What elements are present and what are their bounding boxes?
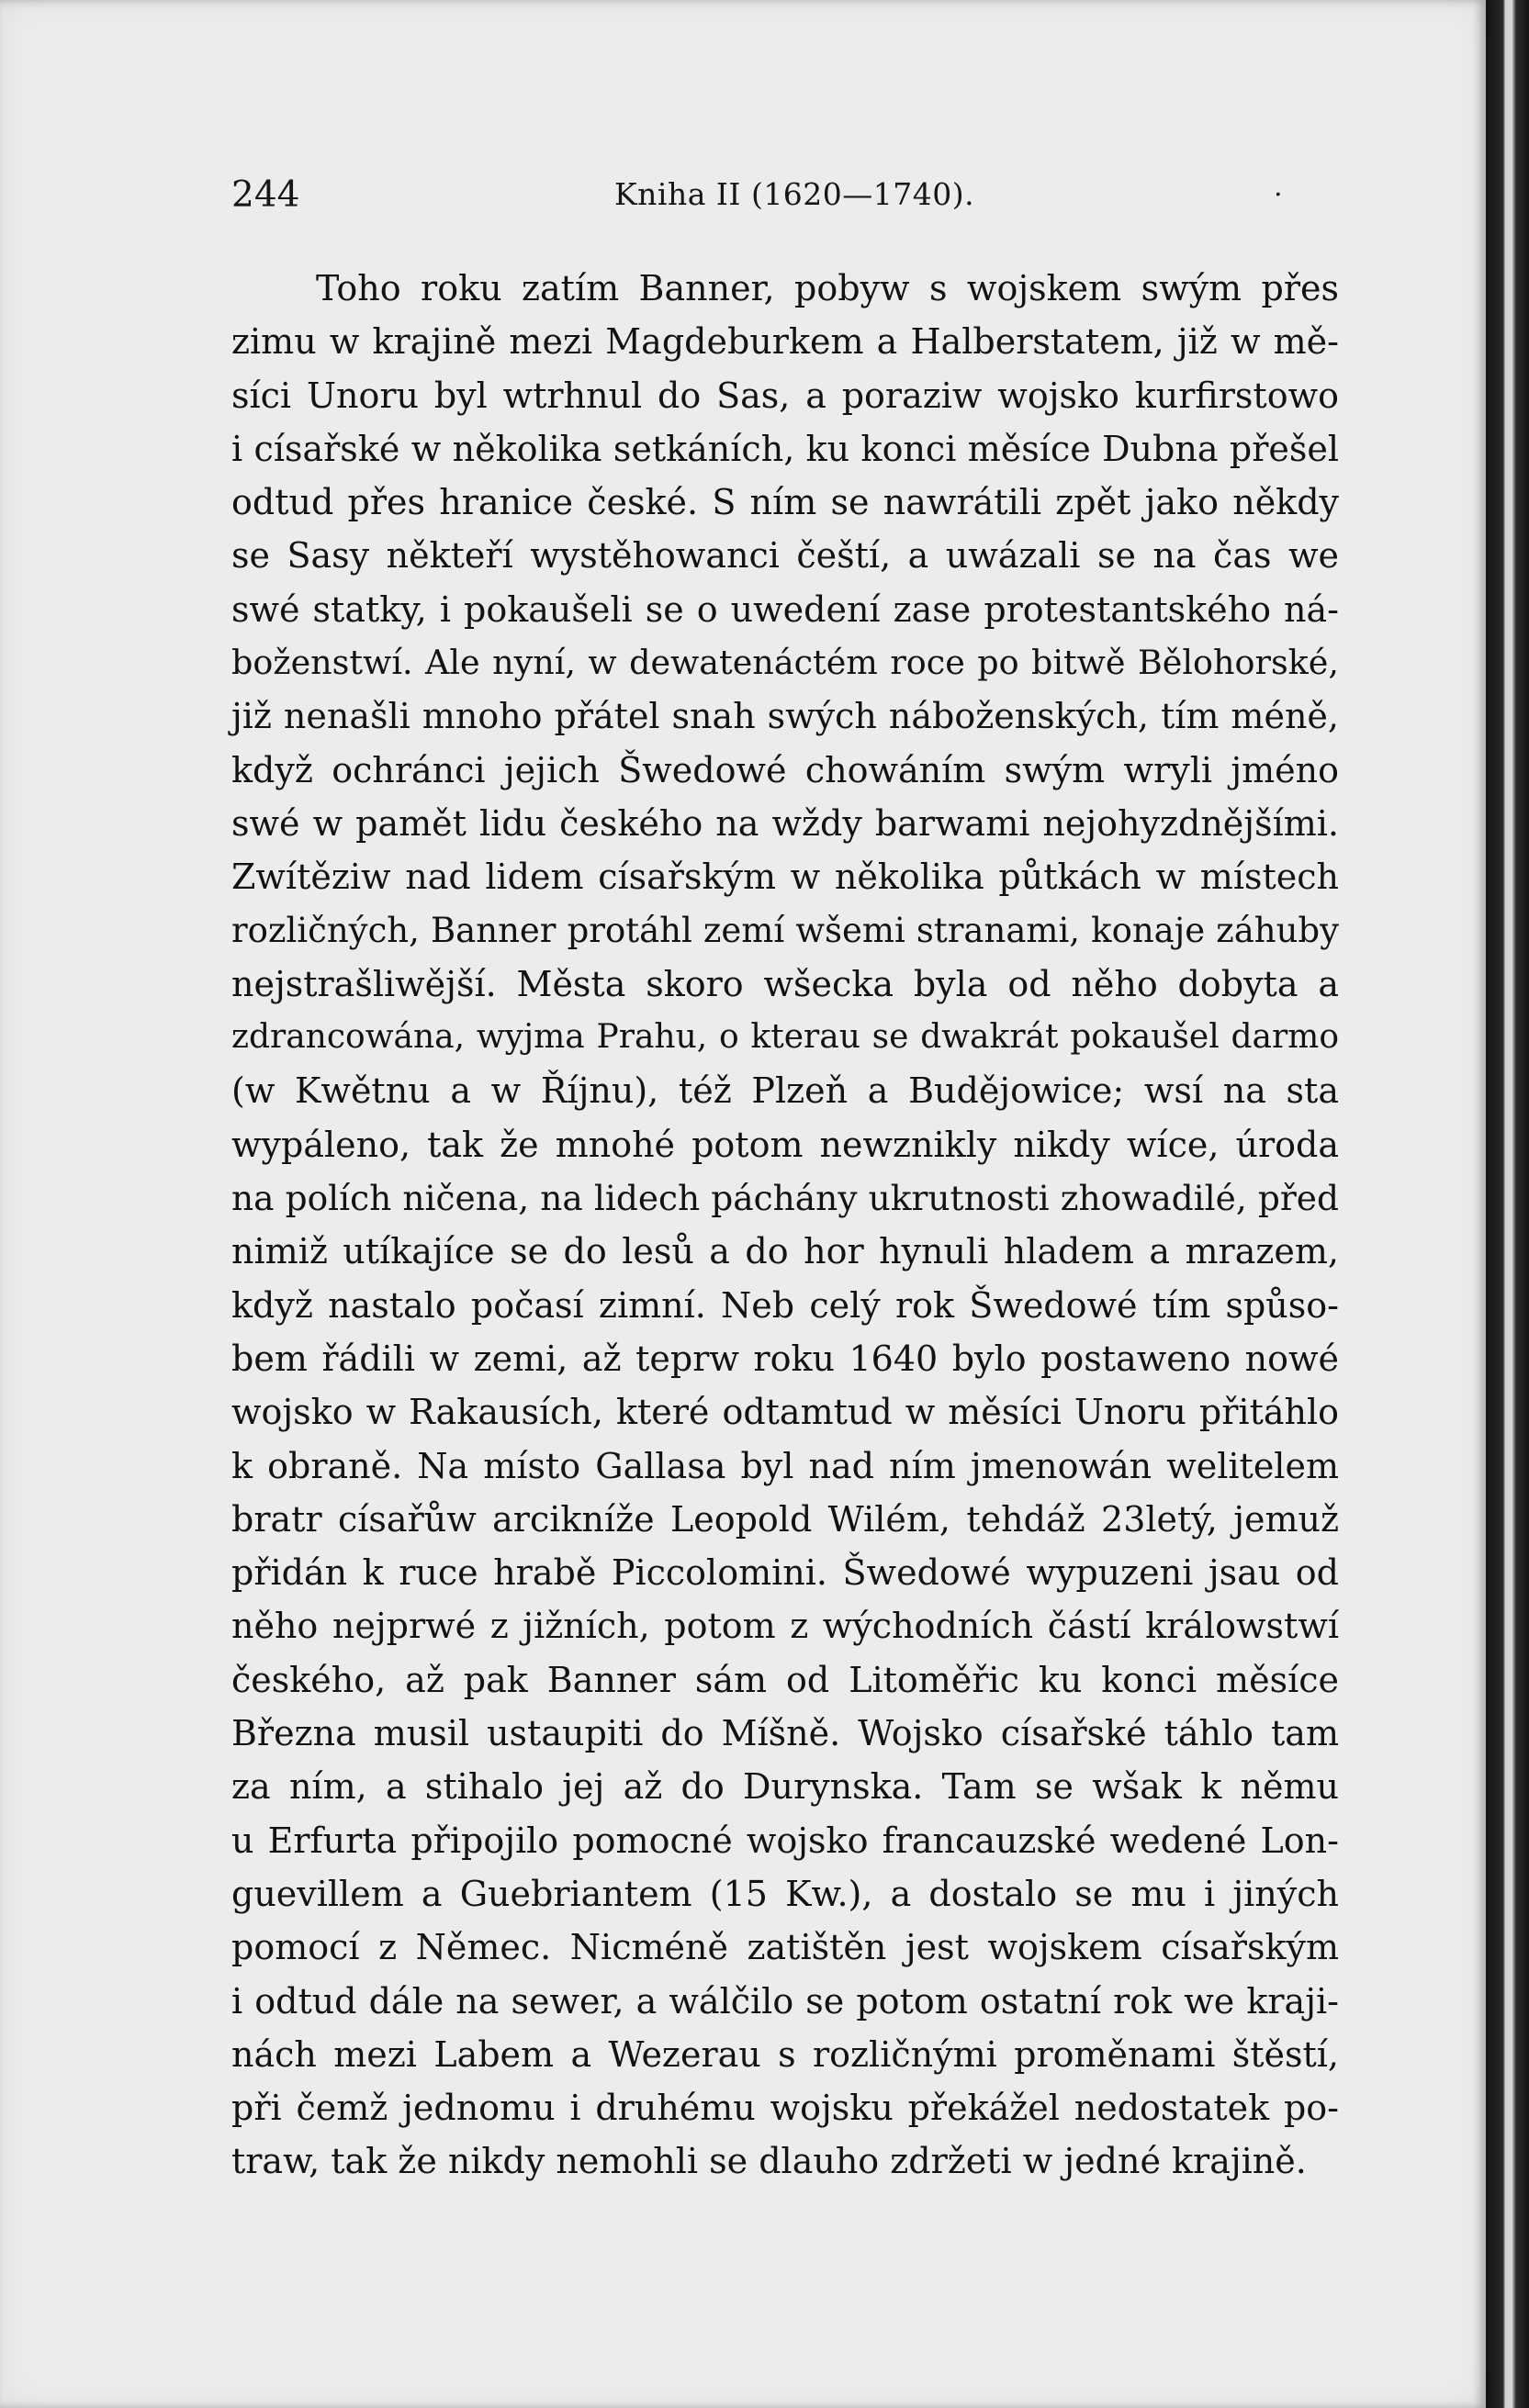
text-line: když ochránci jejich Šwedowé chowáním swým wryli jméno: [231, 749, 1339, 790]
text-line: již nenašli mnoho přátel snah swých náboženských, tím méně,: [231, 696, 1339, 737]
text-line: přidán k ruce hrabě Piccolomini. Šwedowé wypuzeni jsau od: [231, 1552, 1339, 1594]
text-line: na polích ničena, na lidech páchány ukrutnosti zhowadilé, před: [231, 1178, 1339, 1219]
text-line: nimiž utíkajíce se do lesů a do hor hynuli hladem a mrazem,: [231, 1231, 1339, 1272]
text-line: něho nejprwé z jižních, potom z wýchodních částí králowstwí: [231, 1606, 1339, 1647]
text-line: Zwítěziw nad lidem císařským w několika půtkách w místech: [231, 857, 1339, 898]
body-text: [231, 262, 1339, 2189]
text-line: síci Unoru byl wtrhnul do Sas, a poraziw wojsko kurfirstowo: [231, 375, 1339, 416]
running-title: Kniha II (1620—1740).: [614, 176, 975, 212]
text-line: traw, tak že nikdy nemohli se dlauho zdržeti w jedné krajině.: [231, 2141, 1307, 2182]
text-line: bratr císařůw arcikníže Leopold Wilém, tehdáž 23letý, jemuž: [231, 1498, 1339, 1540]
page-edge: [1486, 0, 1529, 2408]
text-line: k obraně. Na místo Gallasa byl nad ním jmenowán welitelem: [231, 1445, 1339, 1486]
text-line: odtud přes hranice české. S ním se nawrátili zpět jako někdy: [231, 482, 1339, 523]
text-line: Března musil ustaupiti do Míšně. Wojsko císařské táhlo tam: [231, 1713, 1339, 1754]
text-line: Toho roku zatím Banner, pobyw s wojskem swým přes: [316, 268, 1339, 308]
text-line: zimu w krajině mezi Magdeburkem a Halberstatem, již w mě-: [231, 321, 1339, 363]
text-line: bem řádili w zemi, až teprw roku 1640 bylo postaweno nowé: [231, 1338, 1339, 1379]
text-line: když nastalo počasí zimní. Neb celý rok Šwedowé tím spůso-: [231, 1284, 1339, 1326]
stray-mark: .: [1274, 171, 1283, 203]
page-number: 244: [231, 174, 300, 216]
text-line: guevillem a Guebriantem (15 Kw.), a dostalo se mu i jiných: [231, 1873, 1339, 1914]
text-line: zdrancowána, wyjma Prahu, o kterau se dwakrát pokaušel darmo: [231, 1018, 1339, 1057]
text-line: se Sasy někteří wystěhowanci čeští, a uwázali se na čas we: [231, 535, 1339, 577]
text-line: českého, až pak Banner sám od Litoměřic ku konci měsíce: [231, 1659, 1339, 1700]
text-line: wojsko w Rakausích, které odtamtud w měsíci Unoru přitáhlo: [231, 1392, 1339, 1433]
text-line: pomocí z Němec. Nicméně zatištěn jest wojskem císařským: [231, 1927, 1339, 1968]
text-line: nejstrašliwější. Města skoro wšecka byla od něho dobyta a: [231, 963, 1339, 1004]
text-line: u Erfurta připojilo pomocné wojsko francauzské wedené Lon-: [231, 1820, 1339, 1861]
text-line: boženstwí. Ale nyní, w dewatenáctém roce po bitwě Bělohorské,: [231, 643, 1339, 683]
text-line: swé statky, i pokaušeli se o uwedení zase protestantského ná-: [231, 588, 1339, 630]
text-line: swé w pamět lidu českého na wždy barwami nejohyzdnějšími.: [231, 802, 1339, 844]
page-header: [231, 171, 1339, 222]
text-line: při čemž jednomu i druhému wojsku překážel nedostatek po-: [231, 2088, 1339, 2129]
text-line: wypáleno, tak že mnohé potom newznikly nikdy wíce, úroda: [231, 1124, 1339, 1165]
text-line: rozličných, Banner protáhl zemí wšemi stranami, konaje záhuby: [231, 910, 1339, 950]
text-line: (w Kwětnu a w Říjnu), též Plzeň a Budějowice; wsí na sta: [231, 1070, 1339, 1112]
text-line: i odtud dále na sewer, a wálčilo se potom ostatní rok we kraji-: [231, 1980, 1339, 2022]
text-line: za ním, a stihalo jej až do Durynska. Tam se wšak k němu: [231, 1766, 1339, 1808]
text-line: i císařské w několika setkáních, ku konci měsíce Dubna přešel: [231, 428, 1339, 469]
text-line: nách mezi Labem a Wezerau s rozličnými proměnami štěstí,: [231, 2033, 1339, 2075]
